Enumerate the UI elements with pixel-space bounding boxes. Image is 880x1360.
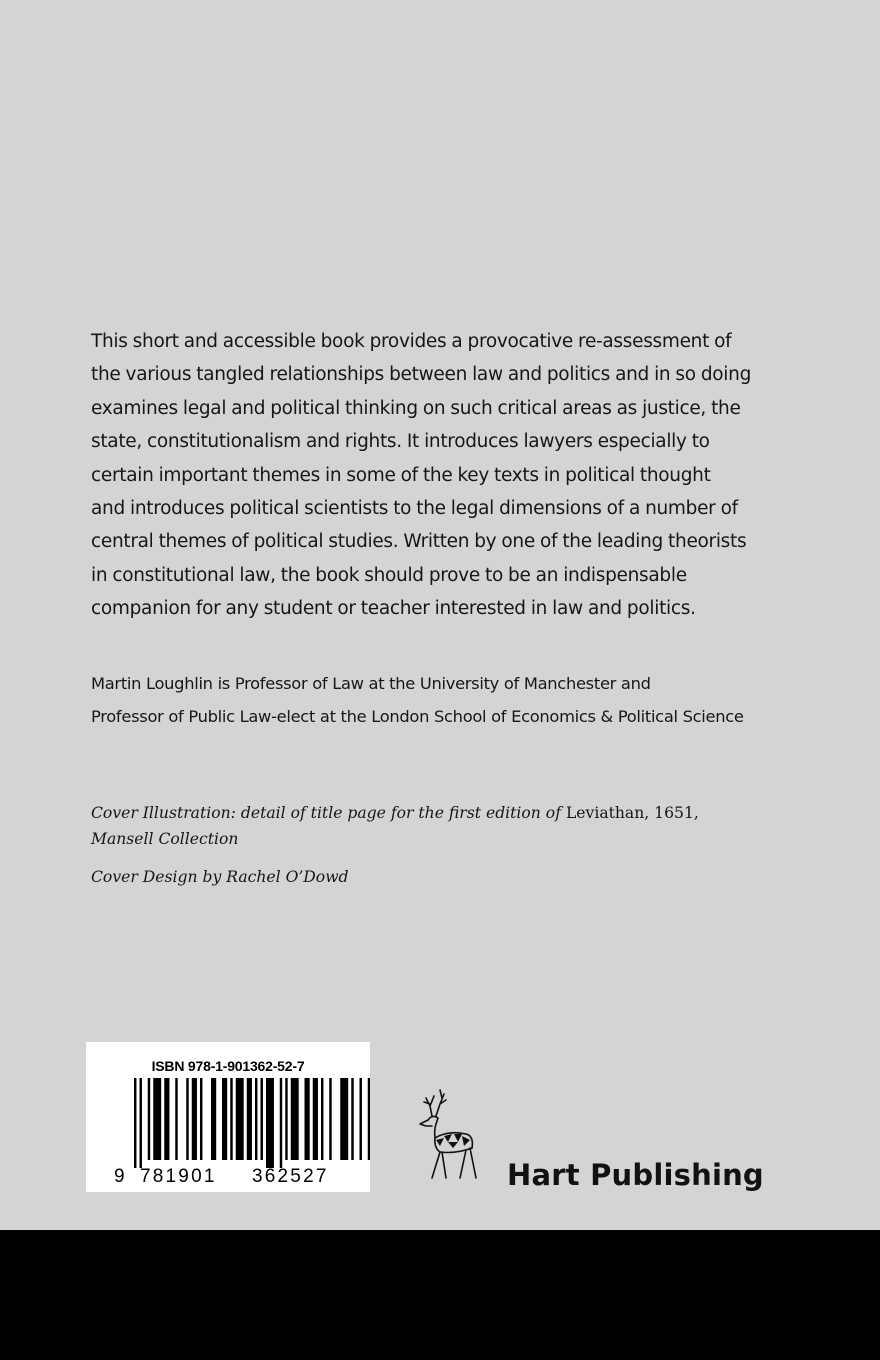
barcode-bar bbox=[261, 1078, 263, 1160]
barcode-bar bbox=[351, 1078, 353, 1160]
publisher-name: Hart Publishing bbox=[507, 1158, 764, 1192]
barcode-bars bbox=[86, 1042, 370, 1192]
blurb-line: certain important themes in some of the key texts in political thought bbox=[91, 464, 711, 486]
barcode-bar bbox=[153, 1078, 161, 1160]
illustration-credit: Cover Illustration: detail of title page for the first edition of Leviathan, 1651, bbox=[91, 804, 699, 822]
book-blurb bbox=[91, 325, 811, 626]
barcode-bar bbox=[222, 1078, 227, 1160]
isbn-label: ISBN 978-1-901362-52-7 bbox=[151, 1058, 305, 1074]
barcode-bar bbox=[148, 1078, 150, 1160]
barcode-bar bbox=[211, 1078, 216, 1160]
barcode-bar bbox=[200, 1078, 202, 1160]
author-bio bbox=[91, 667, 851, 733]
barcode-digits-left: 781901 bbox=[140, 1166, 217, 1187]
barcode-bar bbox=[266, 1078, 274, 1168]
barcode-bar bbox=[192, 1078, 197, 1160]
barcode-bar bbox=[186, 1078, 188, 1160]
design-credit: Cover Design by Rachel O’Dowd bbox=[91, 868, 349, 886]
barcode-bar bbox=[305, 1078, 310, 1160]
blurb-line: companion for any student or teacher interested in law and politics. bbox=[91, 598, 696, 620]
blurb-line: examines legal and political thinking on such critical areas as justice, the bbox=[91, 397, 741, 419]
barcode-bar bbox=[134, 1078, 136, 1168]
author-line: Professor of Public Law-elect at the London School of Economics & Political Science bbox=[91, 707, 744, 726]
barcode-bar bbox=[360, 1078, 362, 1160]
barcode-bar bbox=[329, 1078, 331, 1160]
bottom-band bbox=[0, 1230, 880, 1360]
barcode-bar bbox=[368, 1078, 370, 1160]
barcode-bar bbox=[230, 1078, 232, 1160]
cover-credits bbox=[91, 800, 791, 890]
barcode-bar bbox=[236, 1078, 244, 1160]
barcode-bar bbox=[175, 1078, 177, 1160]
author-line: Martin Loughlin is Professor of Law at the University of Manchester and bbox=[91, 674, 651, 693]
blurb-line: state, constitutionalism and rights. It introduces lawyers especially to bbox=[91, 431, 710, 453]
work-title: Leviathan bbox=[565, 804, 645, 822]
barcode-bar bbox=[285, 1078, 287, 1160]
blurb-line: central themes of political studies. Written by one of the leading theorists bbox=[91, 531, 747, 553]
barcode-bar bbox=[280, 1078, 282, 1168]
barcode-digit-first: 9 bbox=[114, 1166, 125, 1187]
barcode-bar bbox=[164, 1078, 169, 1160]
stag-logo-icon bbox=[408, 1078, 488, 1193]
illustration-source: Mansell Collection bbox=[91, 830, 239, 848]
barcode-bar bbox=[140, 1078, 142, 1168]
barcode-digits-right: 362527 bbox=[252, 1166, 329, 1187]
barcode-bar bbox=[340, 1078, 348, 1160]
barcode-bar bbox=[255, 1078, 257, 1160]
blurb-line: This short and accessible book provides a provocative re-assessment of bbox=[91, 331, 732, 352]
barcode-bar bbox=[321, 1078, 323, 1160]
barcode-bar bbox=[313, 1078, 318, 1160]
isbn-barcode bbox=[86, 1042, 370, 1192]
barcode-bar bbox=[291, 1078, 299, 1160]
blurb-line: the various tangled relationships between law and politics and in so doing bbox=[91, 364, 752, 386]
blurb-line: and introduces political scientists to the legal dimensions of a number of bbox=[91, 498, 738, 520]
barcode-bar bbox=[247, 1078, 252, 1160]
blurb-line: in constitutional law, the book should prove to be an indispensable bbox=[91, 564, 687, 586]
